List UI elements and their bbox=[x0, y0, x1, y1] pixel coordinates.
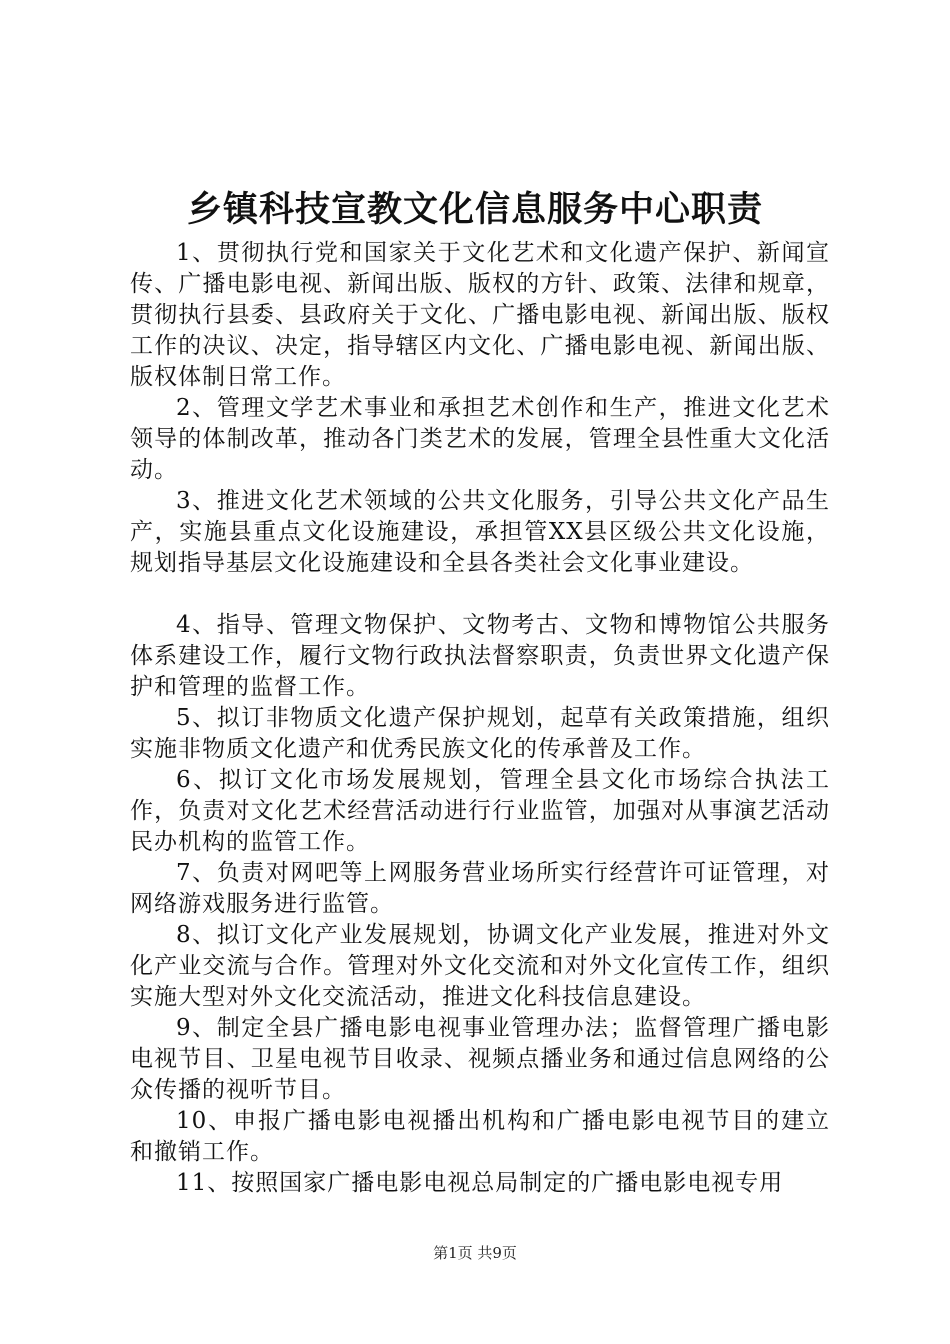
paragraph-10: 10、申报广播电影电视播出机构和广播电影电视节目的建立和撤销工作。 bbox=[130, 1108, 830, 1165]
paragraph-9: 9、制定全县广播电影电视事业管理办法；监督管理广播电影电视节目、卫星电视节目收录、视频点播业务和通过信息网络的公众传播的视听节目。 bbox=[130, 1015, 830, 1103]
paragraph-3: 3、推进文化艺术领域的公共文化服务，引导公共文化产品生产，实施县重点文化设施建设，承担管XX县区级公共文化设施，规划指导基层文化设施建设和全县各类社会文化事业建设。 bbox=[130, 488, 830, 576]
paragraph-1: 1、贯彻执行党和国家关于文化艺术和文化遗产保护、新闻宣传、广播电影电视、新闻出版、版权的方针、政策、法律和规章，贯彻执行县委、县政府关于文化、广播电影电视、新闻出版、版权工作的决议、决定，指导辖区内文化、广播电影电视、新闻出版、版权体制日常工作。 bbox=[130, 240, 830, 390]
paragraph-4: 4、指导、管理文物保护、文物考古、文物和博物馆公共服务体系建设工作，履行文物行政执法督察职责，负责世界文化遗产保护和管理的监督工作。 bbox=[130, 612, 830, 700]
paragraph-5: 5、拟订非物质文化遗产保护规划，起草有关政策措施，组织实施非物质文化遗产和优秀民族文化的传承普及工作。 bbox=[130, 705, 830, 762]
paragraph-8: 8、拟订文化产业发展规划，协调文化产业发展，推进对外文化产业交流与合作。管理对外文化交流和对外文化宣传工作，组织实施大型对外文化交流活动，推进文化科技信息建设。 bbox=[130, 922, 830, 1010]
paragraph-6: 6、拟订文化市场发展规划，管理全县文化市场综合执法工作，负责对文化艺术经营活动进行行业监管，加强对从事演艺活动民办机构的监管工作。 bbox=[130, 767, 830, 855]
paragraph-11: 11、按照国家广播电影电视总局制定的广播电影电视专用 bbox=[176, 1170, 784, 1196]
document-title: 乡镇科技宣教文化信息服务中心职责 bbox=[186, 190, 763, 230]
document-body bbox=[130, 238, 830, 1199]
paragraph-7: 7、负责对网吧等上网服务营业场所实行经营许可证管理，对网络游戏服务进行监管。 bbox=[130, 860, 830, 917]
paragraph-2: 2、管理文学艺术事业和承担艺术创作和生产，推进文化艺术领导的体制改革，推动各门类艺术的发展，管理全县性重大文化活动。 bbox=[130, 395, 830, 483]
page-footer: 第1页 共9页 bbox=[433, 1244, 517, 1262]
